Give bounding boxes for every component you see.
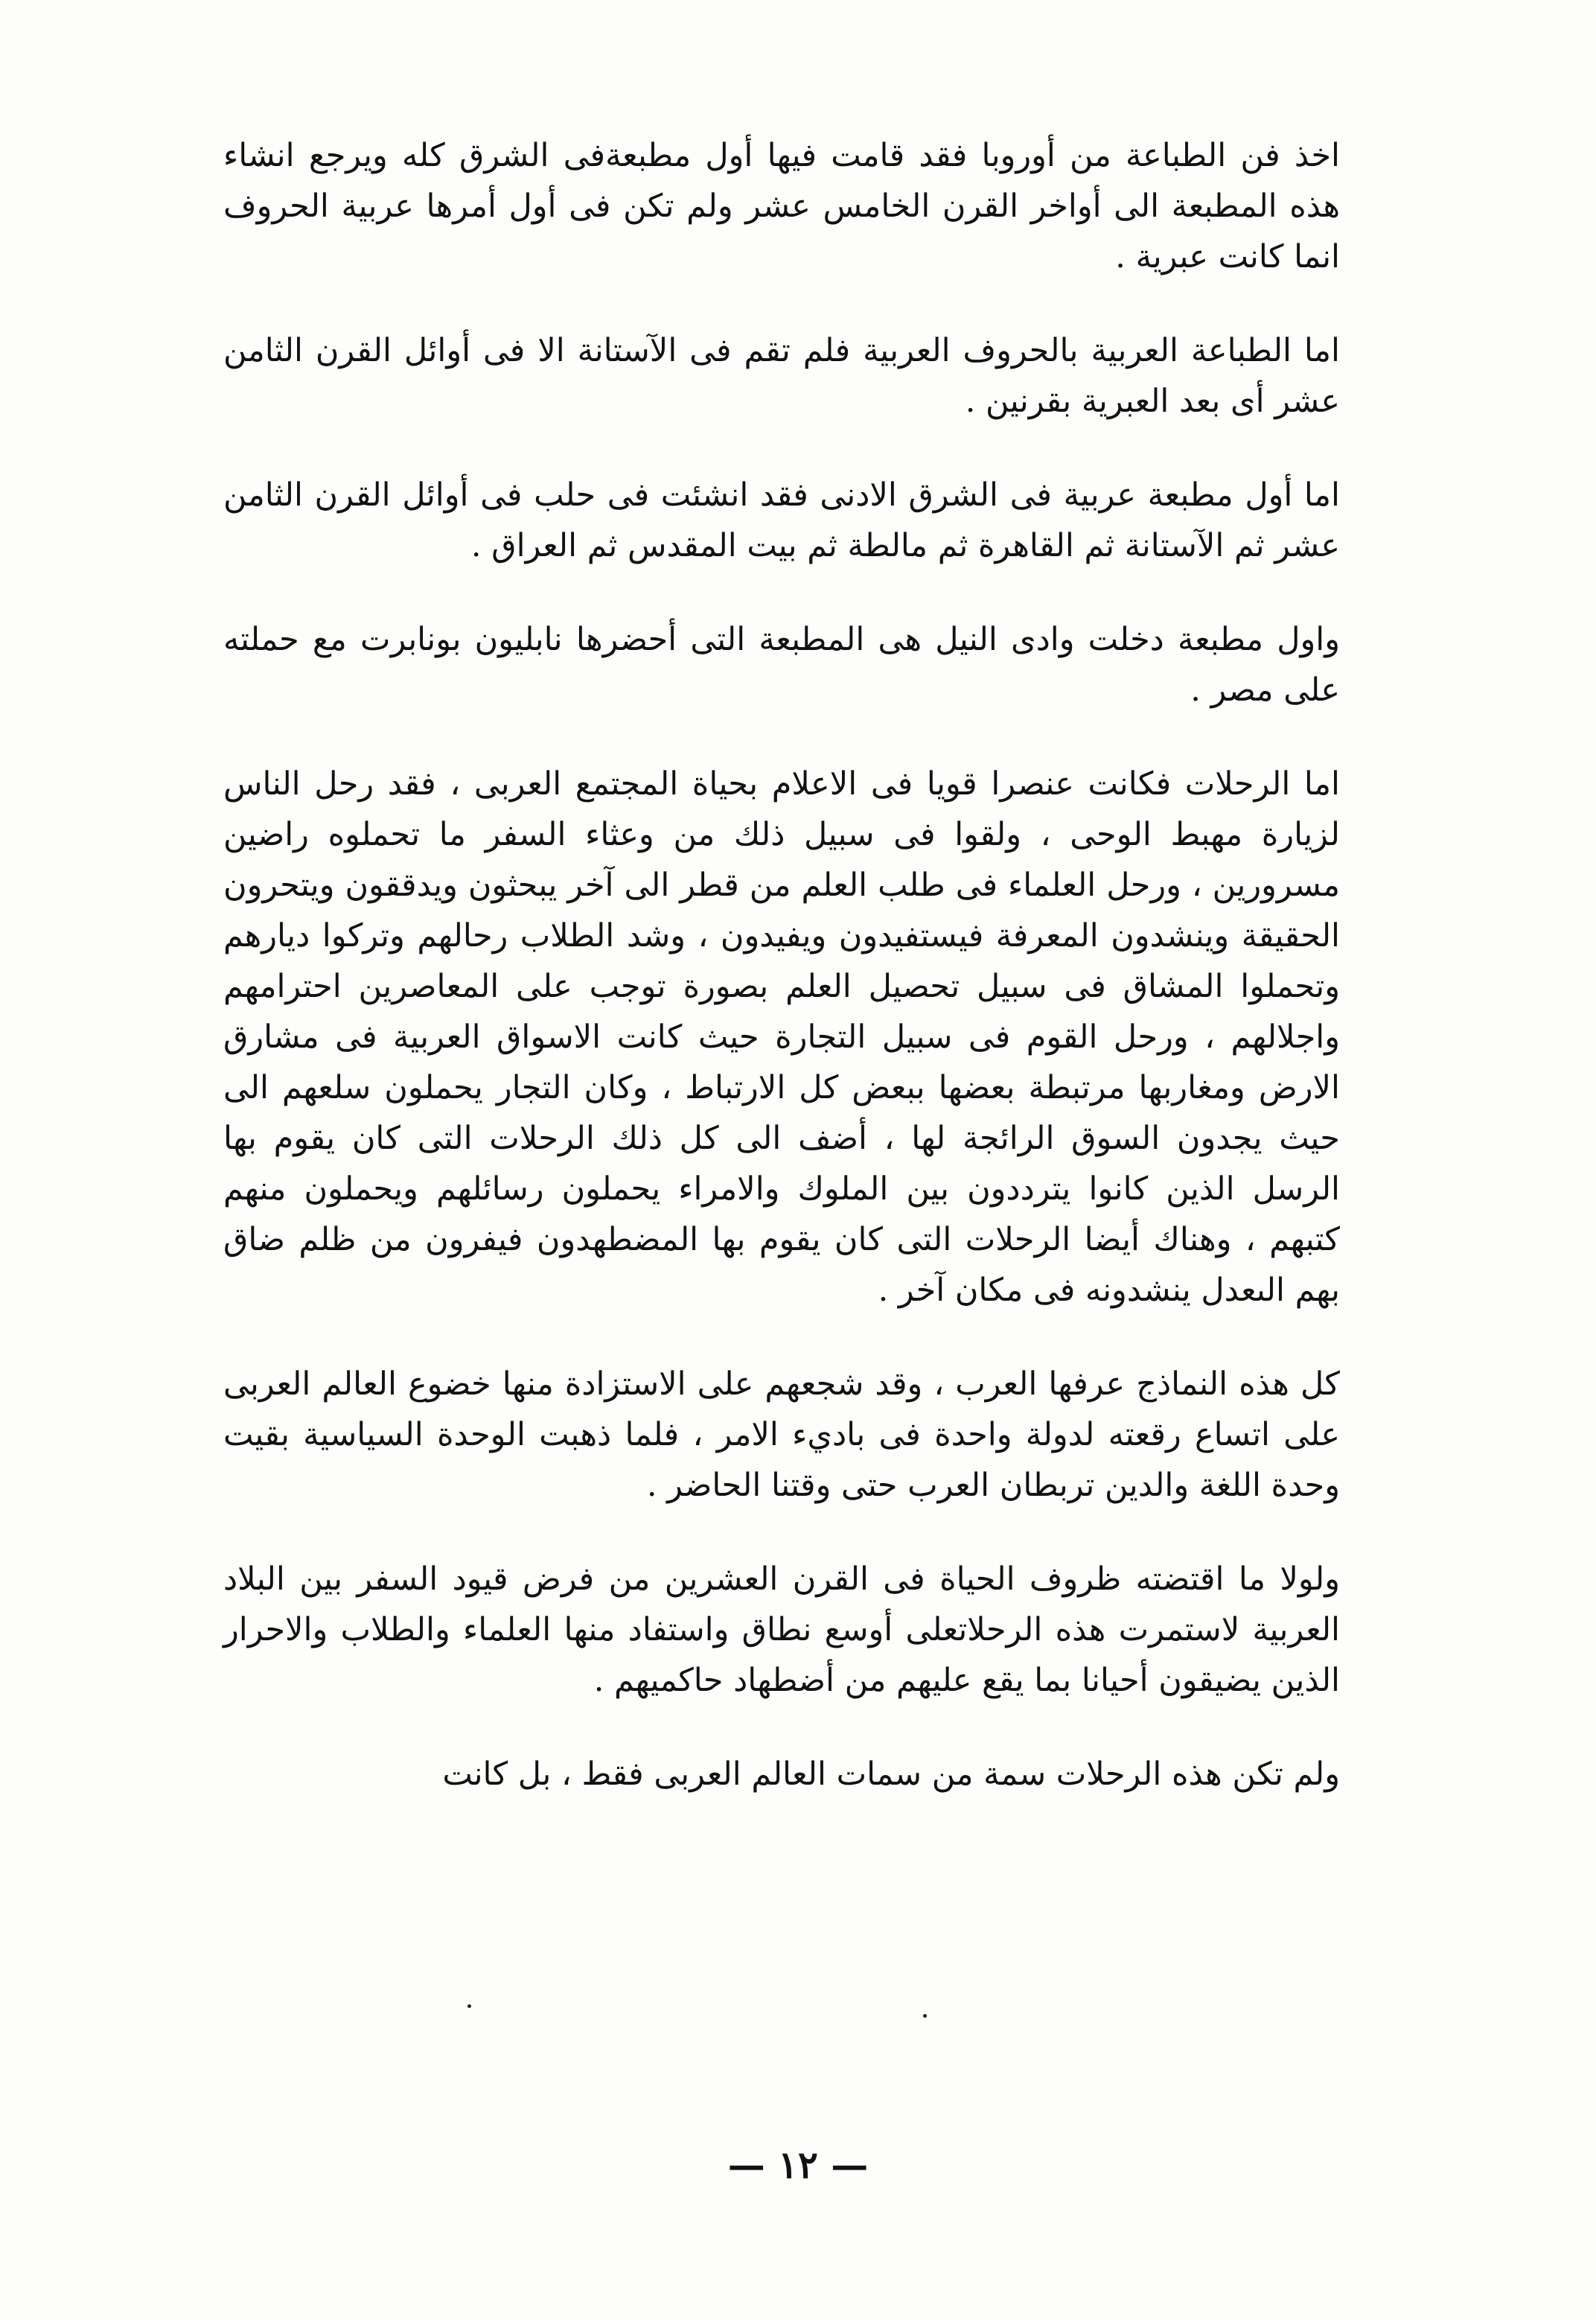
body-text [223,130,1340,1843]
paragraph-first-arabic-press: اما أول مطبعة عربية فى الشرق الادنى فقد انشئت فى حلب فى أوائل القرن الثامن عشر ثم الآستانة ثم القاهرة ثم مالطة ثم بيت المقدس ثم العراق . [223,477,1340,564]
paragraph-printing-origin: اخذ فن الطباعة من أوروبا فقد قامت فيها أول مطبعةفى الشرق كله ويرجع انشاء هذه المطبعة الى أواخر القرن الخامس عشر ولم تكن فى أول أمرها عربية الحروف انما كانت عبرية . [223,137,1340,275]
paragraph-nile-valley-press: واول مطبعة دخلت وادى النيل هى المطبعة التى أحضرها نابليون بونابرت مع حملته على مصر . [223,621,1340,709]
paragraph-models: كل هذه النماذج عرفها العرب ، وقد شجعهم على الاستزادة منها خضوع العالم العربى على اتساع رقعته لدولة واحدة فى باديء الامر ، فلما ذهبت الوحدة السياسية بقيت وحدة اللغة والدين تربطان العرب حتى وقتنا الحاضر . [223,1365,1340,1504]
scan-speck [467,2004,471,2008]
paragraph-arabic-printing-istanbul: اما الطباعة العربية بالحروف العربية فلم تقم فى الآستانة الا فى أوائل القرن الثامن عشر أى بعد العبرية بقرنين . [223,332,1340,420]
scan-speck [923,2014,927,2018]
paragraph-continued: ولم تكن هذه الرحلات سمة من سمات العالم العربى فقط ، بل كانت [442,1756,1340,1793]
paragraph-journeys: اما الرحلات فكانت عنصرا قويا فى الاعلام بحياة المجتمع العربى ، فقد رحل الناس لزيارة مهبط الوحى ، ولقوا فى سبيل ذلك من وعثاء السفر ما تحملوه راضين مسرورين ، ورحل العلماء فى طلب العلم من قطر الى آخر يبحثون ويدققون ويتحرون الحقيقة وينشدون المعرفة فيستفيدون ويفيدون ، وشد الطلاب رحالهم وتركوا ديارهم وتحملوا المشاق فى سبيل تحصيل العلم بصورة توجب على المعاصرين احترامهم واجلالهم ، ورحل القوم فى سبيل التجارة حيث كانت الاسواق العربية فى مشارق الارض ومغاربها مرتبطة بعضها ببعض كل الارتباط ، وكان التجار يحملون سلعهم الى حيث يجدون السوق الرائجة لها ، أضف الى كل ذلك الرحلات التى كان يقوم بها الرسل الذين كانوا يترددون بين الملوك والامراء يحملون رسائلهم ويحملون منهم كتبهم ، وهناك أيضا الرحلات التى كان يقوم بها المضطهدون فيفرون من ظلم ضاق بهم الىعدل ينشدونه فى مكان آخر . [223,765,1340,1309]
page-number: — ١٢ — [727,2143,869,2187]
paragraph-travel-restrictions: ولولا ما اقتضته ظروف الحياة فى القرن العشرين من فرض قيود السفر بين البلاد العربية لاستمرت هذه الرحلاتعلى أوسع نطاق واستفاد منها العلماء والطلاب والاحرار الذين يضيقون أحيانا بما يقع عليهم من أضطهاد حاكميهم . [223,1561,1340,1699]
